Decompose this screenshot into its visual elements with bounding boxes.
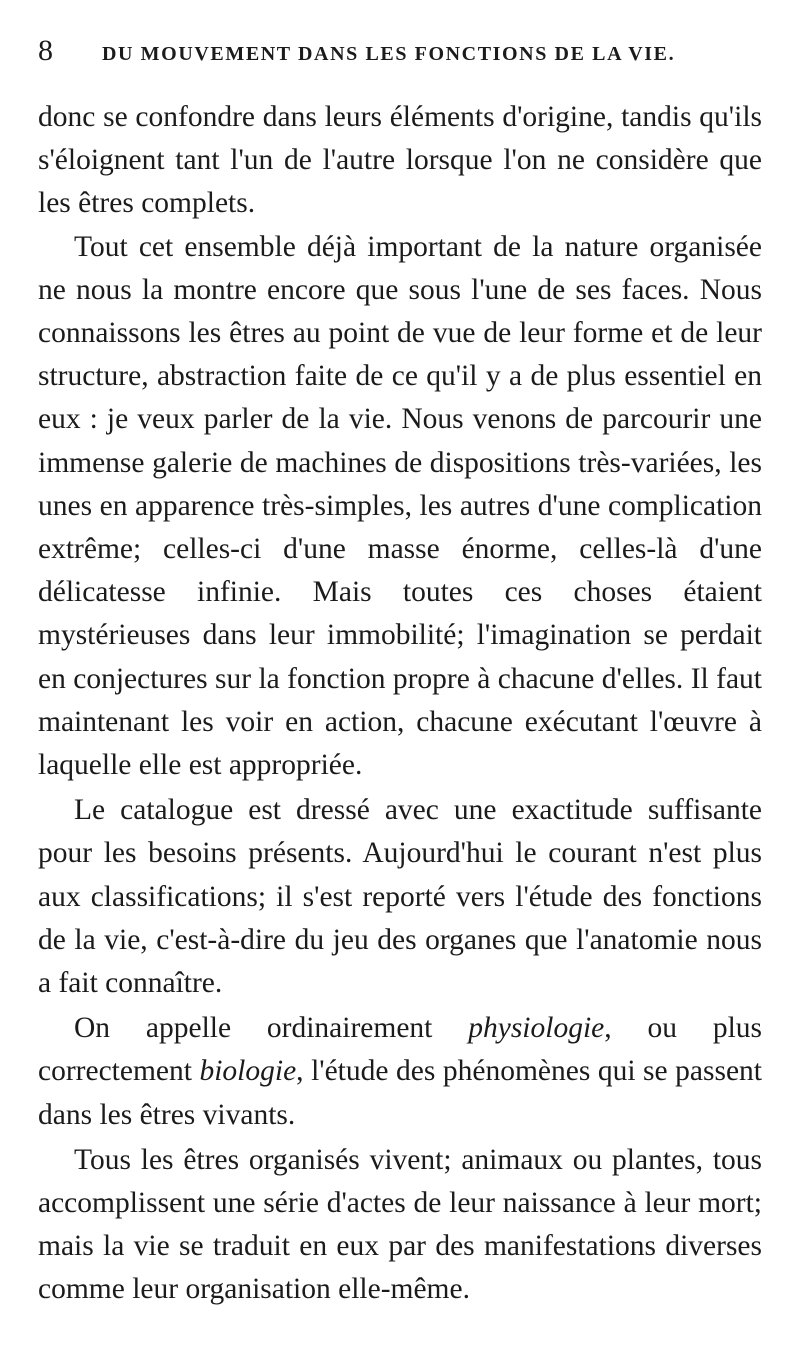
term-physiologie: physiologie [468,1012,605,1045]
page-header [38,34,762,74]
running-title: DU MOUVEMENT DANS LES FONCTIONS DE LA VIE. [102,43,676,65]
paragraph-physiologie-part1: On appelle ordinairement [74,1012,469,1045]
page-number: 8 [38,34,53,67]
paragraph-physiologie-part3: , l'étude des phénomènes qui se passent dans les êtres vivants. [38,1055,762,1131]
paragraph-nature-organisee: Tout cet ensemble déjà important de la nature organisée ne nous la montre encore que sous l'une de ses faces. Nous connaissons les êtres au point de vue de leur forme et de leur structure, abstraction faite de ce qu'il y a de plus essentiel en eux : je veux parler de la vie. Nous venons de parcourir une immense galerie de machines de dispositions très-variées, les unes en apparence très-simples, les autres d'une complication extrême; celles-ci d'une masse énorme, celles-là d'une délicatesse infinie. Mais toutes ces choses étaient mystérieuses dans leur immobilité; l'imagination se perdait en conjectures sur la fonction propre à chacune d'elles. Il faut maintenant les voir en action, chacune exécutant l'œuvre à laquelle elle est appropriée. [38,230,762,782]
term-biologie: biologie [199,1055,297,1088]
body-text [38,96,762,1312]
paragraph-physiologie-part2: , ou plus correctement [38,1012,762,1088]
paragraph-physiologie [38,1007,762,1137]
paragraph-etres-organises: Tous les êtres organisés vivent; animaux ou plantes, tous accomplissent une série d'actes de leur naissance à leur mort; mais la vie se traduit en eux par des manifestations diverses comme leur organisation elle-même. [38,1143,762,1306]
paragraph-continuation: donc se confondre dans leurs éléments d'origine, tandis qu'ils s'éloignent tant l'un de l'autre lorsque l'on ne considère que les êtres complets. [38,101,762,220]
paragraph-catalogue: Le catalogue est dressé avec une exactitude suffisante pour les besoins présents. Aujourd'hui le courant n'est plus aux classifications; il s'est reporté vers l'étude des fonctions de la vie, c'est-à-dire du jeu des organes que l'anatomie nous a fait connaître. [38,794,762,1000]
